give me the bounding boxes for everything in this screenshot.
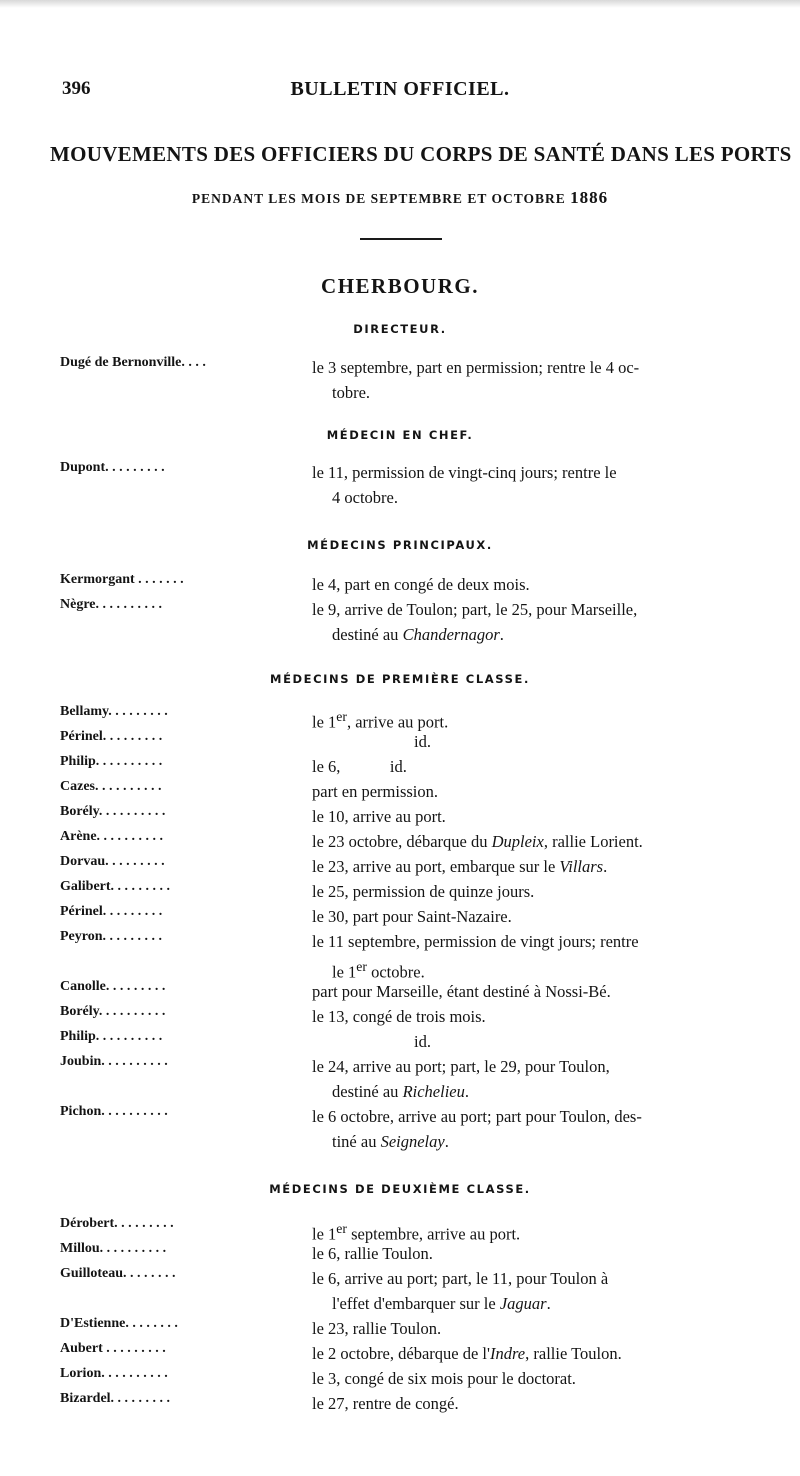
officer-name: Peyron. . . . . . . . .	[60, 929, 163, 944]
text-line-1: le 9, arrive de Toulon; part, le 25, pour Marseille,	[312, 600, 638, 619]
subtitle-text: PENDANT LES MOIS DE SEPTEMBRE ET OCTOBRE	[191, 191, 566, 206]
ship-name: Villars	[559, 857, 604, 876]
section-heading-deuxieme-classe: MÉDECINS DE DEUXIÈME CLASSE.	[269, 1182, 531, 1196]
movement-text	[312, 1316, 765, 1341]
officer-name: Bellamy. . . . . . . . .	[60, 704, 168, 719]
text-line-1: part pour Marseille, étant destiné à Nossi-Bé.	[312, 982, 611, 1001]
text-fragment: le 23 octobre, débarque du	[312, 832, 492, 851]
text-line-1: part en permission.	[312, 782, 439, 801]
text-fragment: le 1	[312, 1224, 337, 1244]
text-line-1: le 24, arrive au port; part, le 29, pour Toulon,	[312, 1057, 610, 1076]
text-fragment: destiné au	[332, 1082, 403, 1101]
section-heading-directeur: DIRECTEUR.	[353, 322, 447, 336]
text-line-1: le 6, rallie Toulon.	[312, 1244, 433, 1263]
officer-name: Pichon. . . . . . . . . .	[60, 1104, 168, 1119]
text-fragment: tiné au	[332, 1132, 381, 1151]
text-line-1: le 3, congé de six mois pour le doctorat.	[312, 1369, 576, 1388]
text-fragment: .	[546, 1294, 551, 1313]
officer-name: Bizardel. . . . . . . . .	[60, 1391, 171, 1406]
text-fragment: .	[499, 625, 504, 644]
text-line-1: le 23, rallie Toulon.	[312, 1319, 442, 1338]
document-title: MOUVEMENTS DES OFFICIERS DU CORPS DE SANTÉ DANS LES PORTS	[50, 142, 792, 166]
subtitle-year: 1886	[570, 188, 609, 207]
ship-name: Richelieu	[402, 1082, 465, 1101]
running-header	[62, 78, 738, 108]
officer-name: Galibert. . . . . . . . .	[60, 879, 171, 894]
section-heading-medecin-chef: MÉDECIN EN CHEF.	[326, 428, 474, 442]
text-line-1: id.	[414, 1032, 431, 1051]
movement-text	[312, 572, 765, 597]
text-fragment: , rallie Toulon.	[525, 1344, 622, 1363]
movement-text	[312, 355, 765, 405]
text-fragment: , arrive au port.	[346, 712, 449, 732]
officer-name: Lorion. . . . . . . . . .	[60, 1366, 168, 1381]
officer-name: Guilloteau. . . . . . . .	[60, 1266, 176, 1281]
officer-name: Borély. . . . . . . . . .	[60, 1004, 166, 1019]
officer-name: Philip. . . . . . . . . .	[60, 754, 163, 769]
movement-text	[312, 929, 765, 985]
text-fragment: .	[603, 857, 608, 876]
officer-name: Joubin. . . . . . . . . .	[60, 1054, 168, 1069]
movement-text	[312, 779, 765, 804]
text-line-1: le 6, id.	[312, 757, 407, 776]
text-line-1: le 11, permission de vingt-cinq jours; rentre le	[312, 463, 617, 482]
officer-name: Borély. . . . . . . . . .	[60, 804, 166, 819]
text-fragment: .	[464, 1082, 469, 1101]
text-line-1: le 27, rentre de congé.	[312, 1394, 459, 1413]
superscript: er	[336, 709, 347, 724]
text-line-1	[312, 854, 765, 879]
officer-name: Périnel. . . . . . . . .	[60, 904, 163, 919]
text-fragment: , rallie Lorient.	[543, 832, 643, 851]
superscript: er	[356, 959, 367, 974]
text-line-2	[312, 1079, 765, 1104]
text-line-1	[312, 1216, 765, 1244]
officer-name: Millou. . . . . . . . . .	[60, 1241, 167, 1256]
text-line-1	[312, 829, 765, 854]
text-line-1	[312, 704, 765, 732]
text-fragment: septembre, arrive au port.	[346, 1224, 521, 1244]
movement-text	[312, 1104, 765, 1154]
text-fragment: l'effet d'embarquer sur le	[332, 1294, 500, 1313]
movement-text	[312, 1029, 765, 1054]
movement-text	[312, 1054, 765, 1104]
officer-name: Aubert . . . . . . . . .	[60, 1341, 166, 1356]
text-line-1: le 13, congé de trois mois.	[312, 1007, 486, 1026]
superscript: er	[336, 1221, 347, 1236]
text-fragment: octobre.	[366, 962, 425, 982]
movement-text	[312, 1341, 765, 1366]
movement-text	[312, 597, 765, 647]
ship-name: Indre	[489, 1344, 526, 1363]
page-number: 396	[62, 78, 91, 99]
text-line-1: le 6, arrive au port; part, le 11, pour Toulon à	[312, 1269, 609, 1288]
officer-name: Périnel. . . . . . . . .	[60, 729, 163, 744]
movement-text	[312, 460, 765, 510]
text-fragment: destiné au	[332, 625, 403, 644]
movement-text	[312, 754, 765, 779]
movement-text	[312, 729, 765, 754]
title-rule	[360, 238, 442, 240]
port-heading: CHERBOURG.	[321, 274, 479, 298]
text-line-1: le 11 septembre, permission de vingt jours; rentre	[312, 932, 639, 951]
ship-name: Jaguar	[499, 1294, 547, 1313]
text-line-2	[312, 622, 765, 647]
text-line-1: le 6 octobre, arrive au port; part pour Toulon, des-	[312, 1107, 642, 1126]
text-line-1	[312, 1341, 765, 1366]
officer-name: Cazes. . . . . . . . . .	[60, 779, 162, 794]
text-line-1: le 10, arrive au port.	[312, 807, 446, 826]
movement-text	[312, 1004, 765, 1029]
officer-name: Canolle. . . . . . . . .	[60, 979, 166, 994]
text-fragment: le 23, arrive au port, embarque sur le	[312, 857, 560, 876]
movement-text	[312, 1241, 765, 1266]
movement-text	[312, 829, 765, 854]
movement-text	[312, 804, 765, 829]
text-line-2: tobre.	[332, 383, 371, 402]
ship-name: Chandernagor	[402, 625, 500, 644]
text-line-2	[312, 1291, 765, 1316]
movement-text	[312, 1366, 765, 1391]
text-fragment: .	[444, 1132, 449, 1151]
officer-name: Arène. . . . . . . . . .	[60, 829, 164, 844]
text-line-1: le 4, part en congé de deux mois.	[312, 575, 530, 594]
text-line-2: 4 octobre.	[332, 488, 398, 507]
officer-name: Dorvau. . . . . . . . .	[60, 854, 165, 869]
text-line-1: id.	[414, 732, 431, 751]
text-line-1: le 3 septembre, part en permission; rentre le 4 oc-	[312, 358, 640, 377]
movement-text	[312, 904, 765, 929]
section-heading-premiere-classe: MÉDECINS DE PREMIÈRE CLASSE.	[270, 672, 530, 686]
officer-name: Dugé de Bernonville. . . .	[60, 355, 206, 370]
text-line-2	[312, 1129, 765, 1154]
movement-text	[312, 979, 765, 1004]
bleed-through-shade	[0, 0, 800, 8]
officer-name: Dupont. . . . . . . . .	[60, 460, 165, 475]
officer-name: Nègre. . . . . . . . . .	[60, 597, 162, 612]
movement-text	[312, 704, 765, 732]
text-line-1: le 30, part pour Saint-Nazaire.	[312, 907, 512, 926]
officer-name: Dérobert. . . . . . . . .	[60, 1216, 174, 1231]
text-fragment: le 1	[332, 962, 357, 982]
movement-text	[312, 1216, 765, 1244]
text-line-1: le 25, permission de quinze jours.	[312, 882, 535, 901]
movement-text	[312, 854, 765, 879]
movement-text	[312, 1391, 765, 1416]
movement-text	[312, 1266, 765, 1316]
officer-name: D'Estienne. . . . . . . .	[60, 1316, 178, 1331]
movement-text	[312, 879, 765, 904]
running-title: BULLETIN OFFICIEL.	[290, 78, 510, 100]
text-fragment: le 2 octobre, débarque de l'	[312, 1344, 490, 1363]
officer-name: Kermorgant . . . . . . .	[60, 572, 184, 587]
officer-name: Philip. . . . . . . . . .	[60, 1029, 163, 1044]
ship-name: Seignelay	[380, 1132, 445, 1151]
document-subtitle	[50, 188, 750, 208]
ship-name: Dupleix	[491, 832, 544, 851]
text-fragment: le 1	[312, 712, 337, 732]
section-heading-principaux: MÉDECINS PRINCIPAUX.	[307, 538, 493, 552]
